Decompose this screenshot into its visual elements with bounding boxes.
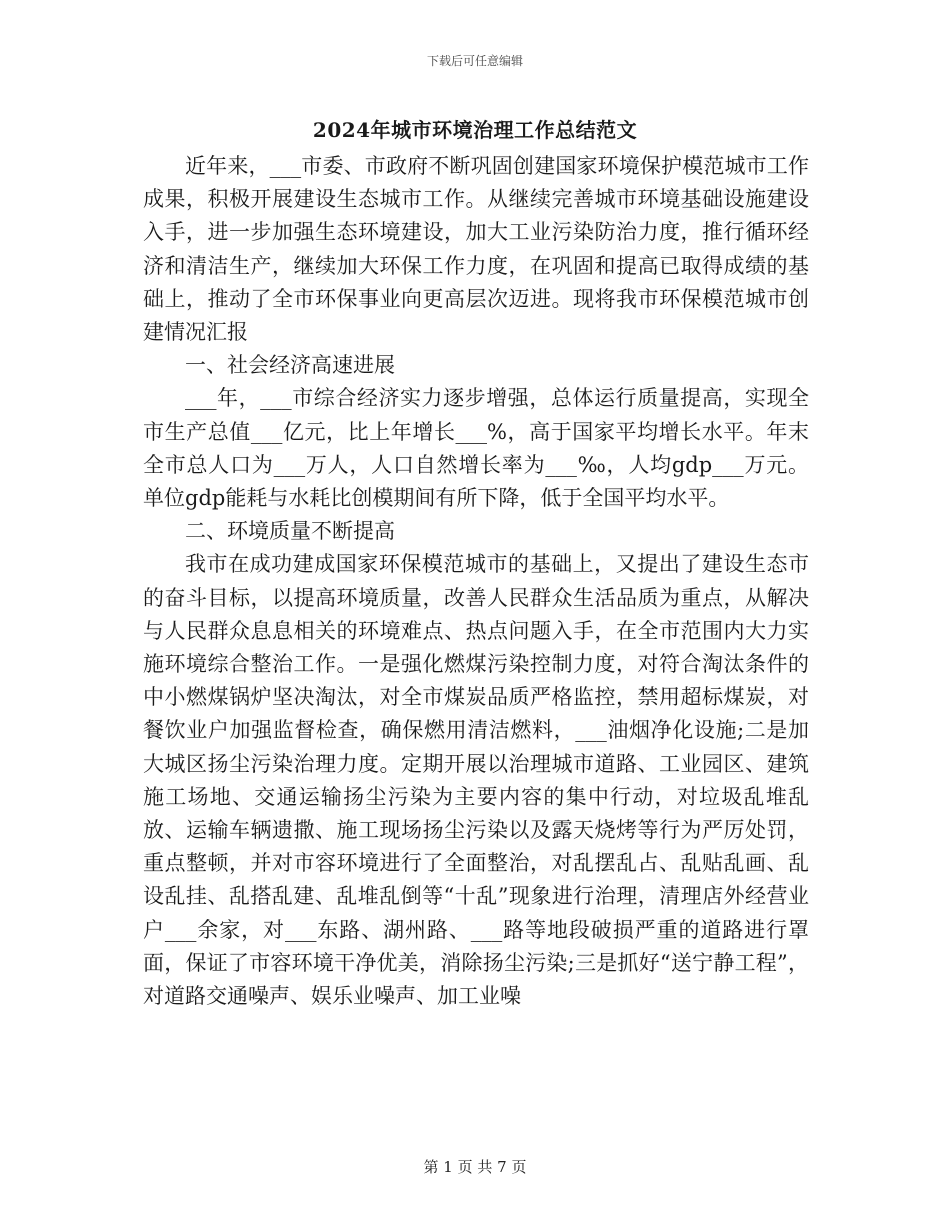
page-header-note: 下载后可任意编辑 [426, 54, 523, 68]
document-title: 2024年城市环境治理工作总结范文 [312, 118, 638, 142]
paragraph-environment: 我市在成功建成国家环保模范城市的基础上，又提出了建设生态市的奋斗目标，以提高环境质量，改善人民群众生活品质为重点，从解决与人民群众息息相关的环境难点、热点问题入手，在全市范围内大力实施环境综合整治工作。一是强化燃煤污染控制力度，对符合淘汰条件的中小燃煤锅炉坚决淘汰，对全市煤炭品质严格监控，禁用超标煤炭，对餐饮业户加强监督检查，确保燃用清洁燃料，___油烟净化设施;二是加大城区扬尘污染治理力度。定期开展以治理城市道路、工业园区、建筑施工场地、交通运输扬尘污染为主要内容的集中行动，对垃圾乱堆乱放、运输车辆遗撒、施工现场扬尘污染以及露天烧烤等行为严厉处罚，重点整顿，并对市容环境进行了全面整治，对乱摆乱占、乱贴乱画、乱设乱挂、乱搭乱建、乱堆乱倒等“十乱”现象进行治理，清理店外经营业户___余家，对___东路、湖州路、___路等地段破损严重的道路进行罩面，保证了市容环境干净优美，消除扬尘污染;三是抓好“送宁静工程”，对道路交通噪声、娱乐业噪声、加工业噪 [143, 552, 809, 1009]
section-heading-environment: 二、环境质量不断提高 [185, 519, 395, 544]
paragraph-economy: ___年，___市综合经济实力逐步增强，总体运行质量提高，实现全市生产总值___亿元，比上年增长___%，高于国家平均增长水平。年末全市总人口为___万人，人口自然增长率为___‰，人均gdp___万元。单位gdp能耗与水耗比创模期间有所下降，低于全国平均水平。 [143, 386, 809, 511]
page-footer-number: 第 1 页 共 7 页 [423, 1158, 527, 1176]
section-heading-economy: 一、社会经济高速进展 [185, 353, 395, 378]
paragraph-intro: 近年来，___市委、市政府不断巩固创建国家环境保护模范城市工作成果，积极开展建设生态城市工作。从继续完善城市环境基础设施建设入手，进一步加强生态环境建设，加大工业污染防治力度，推行循环经济和清洁生产，继续加大环保工作力度，在巩固和提高已取得成绩的基础上，推动了全市环保事业向更高层次迈进。现将我市环保模范城市创建情况汇报 [143, 154, 809, 345]
document-body [143, 150, 809, 1013]
